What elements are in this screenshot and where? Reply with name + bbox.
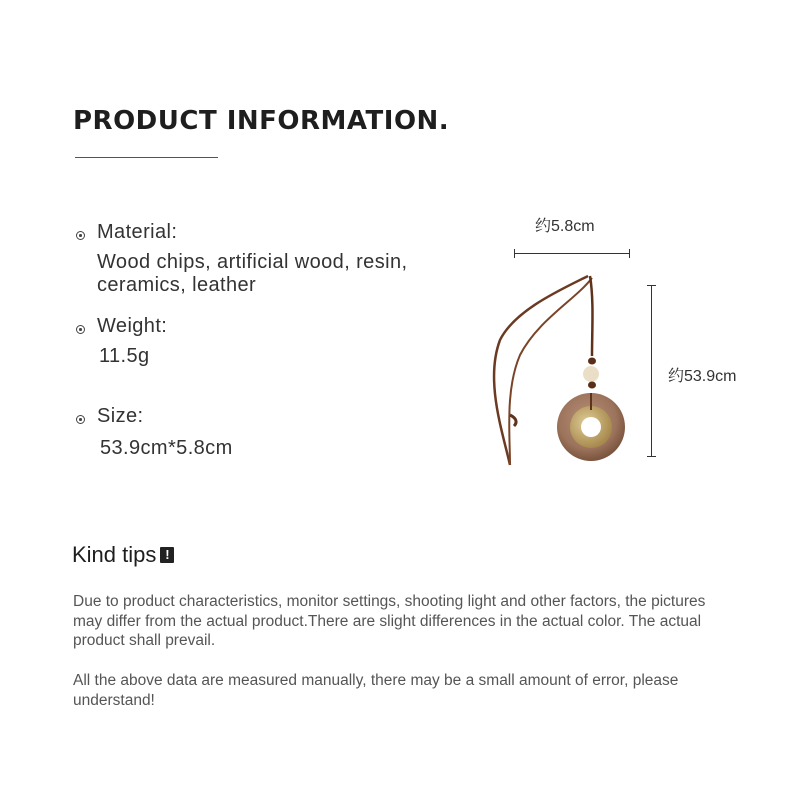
- spec-value: 11.5g: [99, 345, 150, 367]
- exclamation-icon: !: [160, 547, 174, 563]
- width-dimension-label: 约5.8cm: [535, 218, 595, 235]
- kind-tips-heading: [72, 542, 174, 568]
- tips-paragraph-disclaimer: Due to product characteristics, monitor settings, shooting light and other factors, the pictures may differ from the actual product.There are slight differences in the actual color. The actual product shall prevail.: [73, 593, 706, 649]
- width-dimension-line: [514, 253, 630, 254]
- spec-label: Material:: [97, 221, 178, 243]
- bullet-icon: [76, 231, 85, 240]
- spec-value: 53.9cm*5.8cm: [100, 437, 233, 459]
- height-dimension-line: [651, 285, 652, 457]
- tips-paragraph-measurement: All the above data are measured manually, there may be a small amount of error, please understand!: [73, 672, 679, 709]
- necklace-pendant-image: [480, 270, 640, 475]
- kind-tips-title: Kind tips: [72, 542, 157, 567]
- spec-label: Size:: [97, 405, 144, 427]
- spec-value: ceramics, leather: [97, 274, 257, 296]
- page-title: PRODUCT INFORMATION.: [73, 106, 450, 136]
- bullet-icon: [76, 415, 85, 424]
- spec-label: Weight:: [97, 315, 168, 337]
- title-underline: [75, 157, 218, 158]
- height-dimension-label: 约53.9cm: [668, 368, 737, 385]
- spec-value: Wood chips, artificial wood, resin,: [97, 251, 408, 273]
- bullet-icon: [76, 325, 85, 334]
